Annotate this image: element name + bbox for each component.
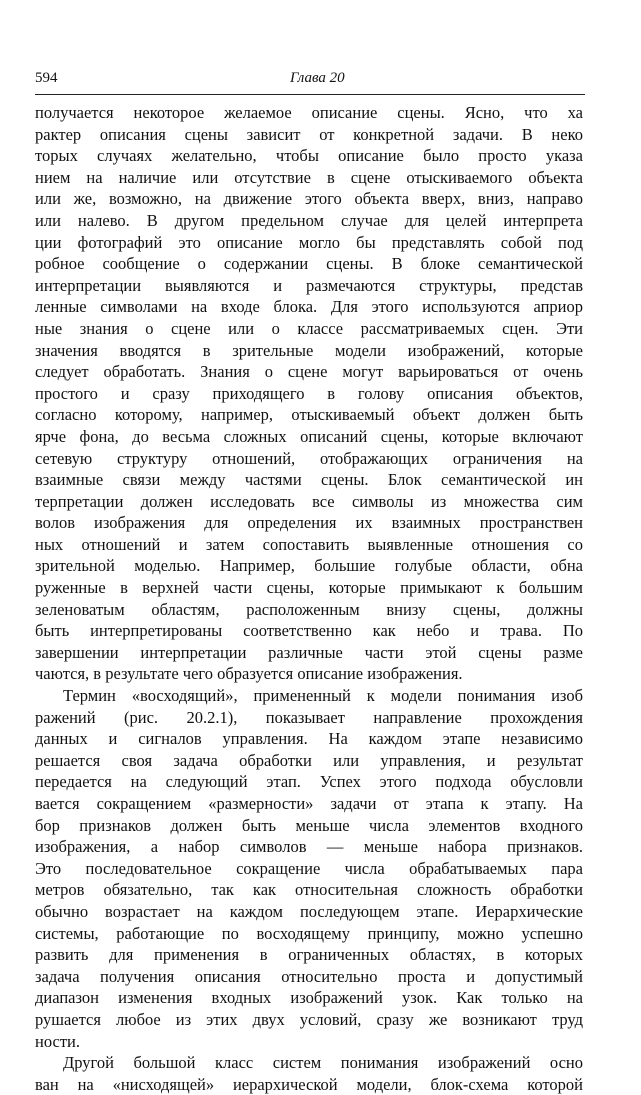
text-line: данных и сигналов управления. На каждом этапе независимо bbox=[35, 729, 583, 749]
text-line: получается некоторое желаемое описание сцены. Ясно, что ха bbox=[35, 103, 583, 122]
text-line: чаются, в результате чего образуется описание изображения. bbox=[35, 664, 463, 684]
text-line: или налево. В другом предельном случае для целей интерпрета bbox=[35, 210, 583, 230]
text-line: ности. bbox=[35, 1031, 80, 1051]
text-line: Термин «восходящий», примененный к модели понимания изоб bbox=[63, 686, 583, 706]
text-line: быть интерпретированы соответственно как небо и трава. По bbox=[35, 621, 583, 641]
text-line: ражений (рис. 20.2.1), показывает направление прохождения bbox=[35, 707, 583, 727]
text-line: руженные в верхней части сцены, которые примыкают к большим bbox=[35, 578, 583, 598]
text-line: интерпретации выявляются и размечаются структуры, представ bbox=[35, 275, 583, 295]
text-line: передается на следующий этап. Успех этого подхода обусловли bbox=[35, 772, 583, 792]
text-line: развить для применения в ограниченных областях, в которых bbox=[35, 945, 583, 965]
header-rule bbox=[35, 94, 585, 95]
text-line: завершении интерпретации различные части этой сцены разме bbox=[35, 642, 583, 662]
text-line: следует обработать. Знания о сцене могут варьироваться от очень bbox=[35, 362, 583, 382]
chapter-title: Глава 20 bbox=[290, 70, 345, 86]
text-line: вается сокращением «размерности» задачи от этапа к этапу. На bbox=[35, 794, 583, 813]
text-line: ленные символами на входе блока. Для этого используются априор bbox=[35, 297, 583, 317]
text-line: сетевую структуру отношений, отображающих ограничения на bbox=[35, 448, 583, 468]
text-line: взаимные связи между частями сцены. Блок семантической ин bbox=[35, 470, 583, 490]
text-line: волов изображения для определения их взаимных пространствен bbox=[35, 513, 583, 533]
page-number: 594 bbox=[35, 70, 58, 86]
text-line: обычно возрастает на каждом последующем этапе. Иерархические bbox=[35, 901, 583, 921]
text-line: согласно которому, например, отыскиваемый объект должен быть bbox=[35, 405, 583, 425]
text-line: зрительной моделью. Например, большие голубые области, обна bbox=[35, 556, 583, 576]
text-line: метров обязательно, так как относительная сложность обработки bbox=[35, 880, 583, 900]
body-text bbox=[35, 102, 583, 1095]
page-header bbox=[35, 68, 585, 90]
text-line: ные знания о сцене или о классе рассматриваемых сцен. Эти bbox=[35, 318, 583, 338]
text-line: робное сообщение о содержании сцены. В блоке семантической bbox=[35, 254, 583, 274]
text-line: системы, работающие по восходящему принципу, можно успешно bbox=[35, 923, 583, 943]
text-line: нием на наличие или отсутствие в сцене отыскиваемого объекта bbox=[35, 167, 583, 187]
text-line: простого и сразу приходящего в голову описания объектов, bbox=[35, 383, 583, 403]
text-line: рактер описания сцены зависит от конкретной задачи. В неко bbox=[35, 124, 583, 144]
text-line: ярче фона, до весьма сложных описаний сцены, которые включают bbox=[35, 426, 583, 446]
text-line: зеленоватым областям, расположенным внизу сцены, должны bbox=[35, 599, 583, 619]
text-line: задача получения описания относительно проста и допустимый bbox=[35, 966, 583, 986]
text-line: Это последовательное сокращение числа обрабатываемых пара bbox=[35, 858, 583, 878]
text-line: диапазон изменения входных изображений узок. Как только на bbox=[35, 988, 583, 1008]
text-line: Другой большой класс систем понимания изображений осно bbox=[63, 1053, 583, 1073]
text-line: значения вводятся в зрительные модели изображений, которые bbox=[35, 340, 583, 360]
text-line: терпретации должен исследовать все символы из множества сим bbox=[35, 491, 583, 511]
text-line: решается своя задача обработки или управления, и результат bbox=[35, 750, 583, 770]
text-line: или же, возможно, на движение этого объекта вверх, вниз, направо bbox=[35, 189, 583, 209]
text-line: торых случаях желательно, чтобы описание было просто указа bbox=[35, 146, 583, 166]
text-line: бор признаков должен быть меньше числа элементов входного bbox=[35, 815, 583, 835]
text-line: изображения, а набор символов — меньше набора признаков. bbox=[35, 837, 583, 857]
text-line: рушается любое из этих двух условий, сразу же возникают труд bbox=[35, 1009, 583, 1029]
text-line: ных отношений и затем сопоставить выявленные отношения со bbox=[35, 534, 583, 554]
text-line: ции фотографий это описание могло бы представлять собой под bbox=[35, 232, 583, 252]
text-line: ван на «нисходящей» иерархической модели, блок-схема которой bbox=[35, 1074, 583, 1094]
